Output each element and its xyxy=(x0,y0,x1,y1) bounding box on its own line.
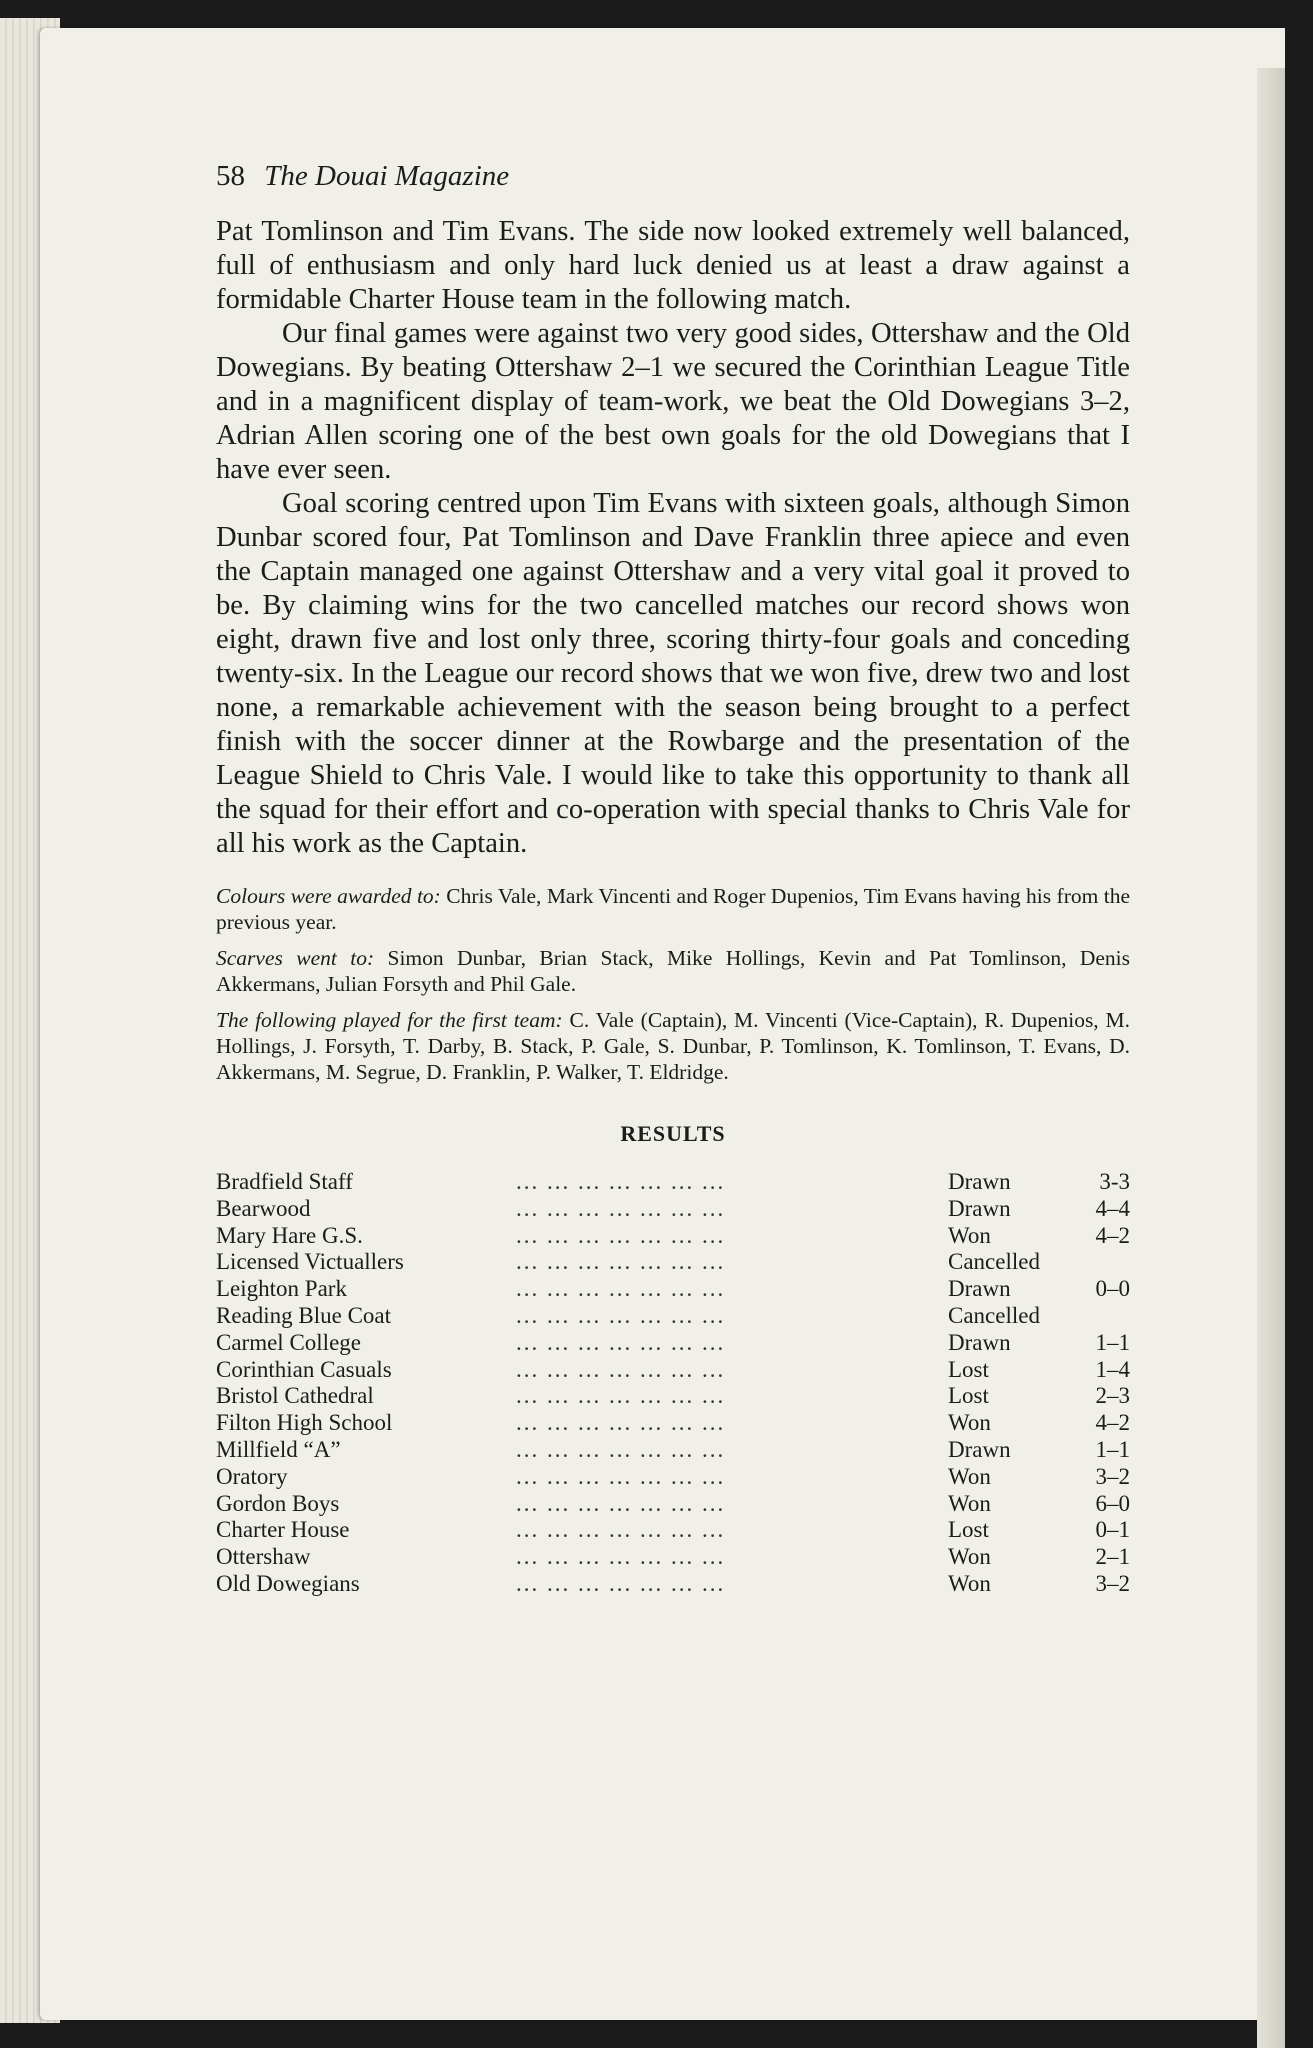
dot-leader: ... ... ... ... ... ... ... xyxy=(516,1249,726,1275)
match-outcome: Cancelled xyxy=(948,1302,1040,1328)
match-outcome: Drawn xyxy=(948,1436,1011,1462)
result-row xyxy=(216,1437,1130,1464)
paragraph-goal-scoring: Goal scoring centred upon Tim Evans with sixteen goals, although Simon Dunbar scored four, Pat Tomlinson and Dave Franklin three apiece and even the Captain managed one against Ottershaw and a very vital goal it proved to be. By claiming wins for the two cancelled matches our record shows won eight, drawn five and lost only three, scoring thirty-four goals and conceding twenty-six. In the League our record shows that we won five, drew two and lost none, a remarkable achievement with the season being brought to a perfect finish with the soccer dinner at the Rowbarge and the presentation of the League Shield to Chris Vale. I would like to take this opportunity to thank all the squad for their effort and co-operation with special thanks to Chris Vale for all his work as the Captain. xyxy=(216,488,1130,859)
match-outcome: Won xyxy=(948,1222,991,1248)
dot-leader: ... ... ... ... ... ... ... xyxy=(516,1356,726,1382)
match-outcome: Drawn xyxy=(948,1329,1011,1355)
dot-leader: ... ... ... ... ... ... ... xyxy=(516,1436,726,1462)
match-outcome: Lost xyxy=(948,1356,989,1382)
scarves-lead: Scarves went to: xyxy=(216,946,375,970)
team-name: Mary Hare G.S. xyxy=(216,1222,363,1248)
page-content xyxy=(216,160,1130,1598)
colours-text: Chris Vale, Mark Vincenti and Roger Dupenios, Tim Evans having his from the previous year. xyxy=(216,884,1130,934)
team-name: Gordon Boys xyxy=(216,1490,340,1516)
match-outcome: Won xyxy=(948,1410,991,1436)
result-row xyxy=(216,1544,1130,1571)
result-row xyxy=(216,1517,1130,1544)
match-score: 1–4 xyxy=(1095,1356,1130,1382)
match-outcome: Won xyxy=(948,1463,991,1489)
team-name: Oratory xyxy=(216,1463,288,1489)
match-score: 4–2 xyxy=(1095,1222,1130,1248)
running-head xyxy=(216,160,1130,193)
match-score: 6–0 xyxy=(1095,1490,1130,1516)
match-score: 0–1 xyxy=(1095,1517,1130,1543)
team-name: Carmel College xyxy=(216,1329,361,1355)
match-outcome: Drawn xyxy=(948,1276,1011,1302)
match-score: 2–1 xyxy=(1095,1544,1130,1570)
team-name: Bristol Cathedral xyxy=(216,1383,374,1409)
dot-leader: ... ... ... ... ... ... ... xyxy=(516,1169,726,1194)
team-name: Bearwood xyxy=(216,1195,311,1221)
page-number: 58 xyxy=(216,160,245,192)
dot-leader: ... ... ... ... ... ... ... xyxy=(516,1517,726,1543)
match-outcome: Cancelled xyxy=(948,1249,1040,1275)
first-team-text: C. Vale (Captain), M. Vincenti (Vice-Captain), R. Dupenios, M. Hollings, J. Forsyth, T. Darby, B. Stack, P. Gale, S. Dunbar, P. Tomlinson, K. Tomlinson, T. Evans, D. Akkermans, M. Segrue, D. Franklin, P. Walker, T. Eldridge. xyxy=(216,1008,1130,1084)
match-outcome: Won xyxy=(948,1570,991,1596)
match-score: 4–2 xyxy=(1095,1410,1130,1436)
team-name: Reading Blue Coat xyxy=(216,1302,392,1328)
result-row xyxy=(216,1330,1130,1357)
result-row xyxy=(216,1223,1130,1250)
team-name: Licensed Victuallers xyxy=(216,1249,404,1275)
match-outcome: Won xyxy=(948,1544,991,1570)
paragraph-continuation: Pat Tomlinson and Tim Evans. The side now looked extremely well balanced, full of enthusiasm and only hard luck denied us at least a draw against a formidable Charter House team in the following match. xyxy=(216,216,1130,315)
match-outcome: Won xyxy=(948,1490,991,1516)
result-row xyxy=(216,1276,1130,1303)
dot-leader: ... ... ... ... ... ... ... xyxy=(516,1544,726,1570)
result-row xyxy=(216,1169,1130,1196)
results-heading: RESULTS xyxy=(620,1121,726,1146)
result-row xyxy=(216,1383,1130,1410)
dot-leader: ... ... ... ... ... ... ... xyxy=(516,1463,726,1489)
match-score: 0–0 xyxy=(1095,1276,1130,1302)
match-score xyxy=(1086,1303,1130,1330)
team-name: Leighton Park xyxy=(216,1276,347,1302)
match-score: 1–1 xyxy=(1095,1436,1130,1462)
scarves-note xyxy=(216,945,1130,997)
dot-leader: ... ... ... ... ... ... ... xyxy=(516,1276,726,1302)
match-score: 1–1 xyxy=(1095,1329,1130,1355)
awards-notes xyxy=(216,883,1130,1085)
dot-leader: ... ... ... ... ... ... ... xyxy=(516,1195,726,1221)
dot-leader: ... ... ... ... ... ... ... xyxy=(516,1222,726,1248)
match-outcome: Drawn xyxy=(948,1169,1011,1194)
first-team-lead: The following played for the first team: xyxy=(216,1008,563,1032)
match-outcome: Lost xyxy=(948,1383,989,1409)
match-score: 3–2 xyxy=(1095,1463,1130,1489)
dot-leader: ... ... ... ... ... ... ... xyxy=(516,1490,726,1516)
result-row xyxy=(216,1357,1130,1384)
first-team-note xyxy=(216,1007,1130,1085)
page-curl-shadow xyxy=(1257,68,1285,2048)
team-name: Ottershaw xyxy=(216,1544,311,1570)
team-name: Filton High School xyxy=(216,1410,393,1436)
team-name: Millfield “A” xyxy=(216,1436,341,1462)
paragraph-final-games: Our final games were against two very good sides, Ottershaw and the Old Dowegians. By beating Ottershaw 2–1 we secured the Corinthian League Title and in a magnificent display of team-work, we beat the Old Dowegians 3–2, Adrian Allen scoring one of the best own goals for the old Dowegians that I have ever seen. xyxy=(216,318,1130,485)
match-score: 3-3 xyxy=(1099,1169,1130,1194)
result-row xyxy=(216,1464,1130,1491)
team-name: Old Dowegians xyxy=(216,1570,360,1596)
team-name: Bradfield Staff xyxy=(216,1169,353,1194)
article-body xyxy=(216,215,1130,861)
result-row xyxy=(216,1410,1130,1437)
team-name: Charter House xyxy=(216,1517,350,1543)
match-outcome: Lost xyxy=(948,1517,989,1543)
dot-leader: ... ... ... ... ... ... ... xyxy=(516,1570,726,1596)
colours-lead: Colours were awarded to: xyxy=(216,884,441,908)
match-score: 3–2 xyxy=(1095,1570,1130,1596)
match-score: 4–4 xyxy=(1095,1195,1130,1221)
team-name: Corinthian Casuals xyxy=(216,1356,392,1382)
dot-leader: ... ... ... ... ... ... ... xyxy=(516,1383,726,1409)
dot-leader: ... ... ... ... ... ... ... xyxy=(516,1302,726,1328)
result-row xyxy=(216,1571,1130,1598)
match-score: 2–3 xyxy=(1095,1383,1130,1409)
scarves-text: Simon Dunbar, Brian Stack, Mike Hollings, Kevin and Pat Tomlinson, Denis Akkermans, Julian Forsyth and Phil Gale. xyxy=(216,946,1130,996)
match-score xyxy=(1086,1249,1130,1276)
result-row xyxy=(216,1303,1130,1330)
result-row xyxy=(216,1249,1130,1276)
magazine-title: The Douai Magazine xyxy=(264,160,510,192)
result-row xyxy=(216,1491,1130,1518)
match-outcome: Drawn xyxy=(948,1195,1011,1221)
dot-leader: ... ... ... ... ... ... ... xyxy=(516,1329,726,1355)
colours-note xyxy=(216,883,1130,935)
results-body xyxy=(216,1169,1130,1598)
results-table xyxy=(216,1169,1130,1598)
result-row xyxy=(216,1196,1130,1223)
dot-leader: ... ... ... ... ... ... ... xyxy=(516,1410,726,1436)
